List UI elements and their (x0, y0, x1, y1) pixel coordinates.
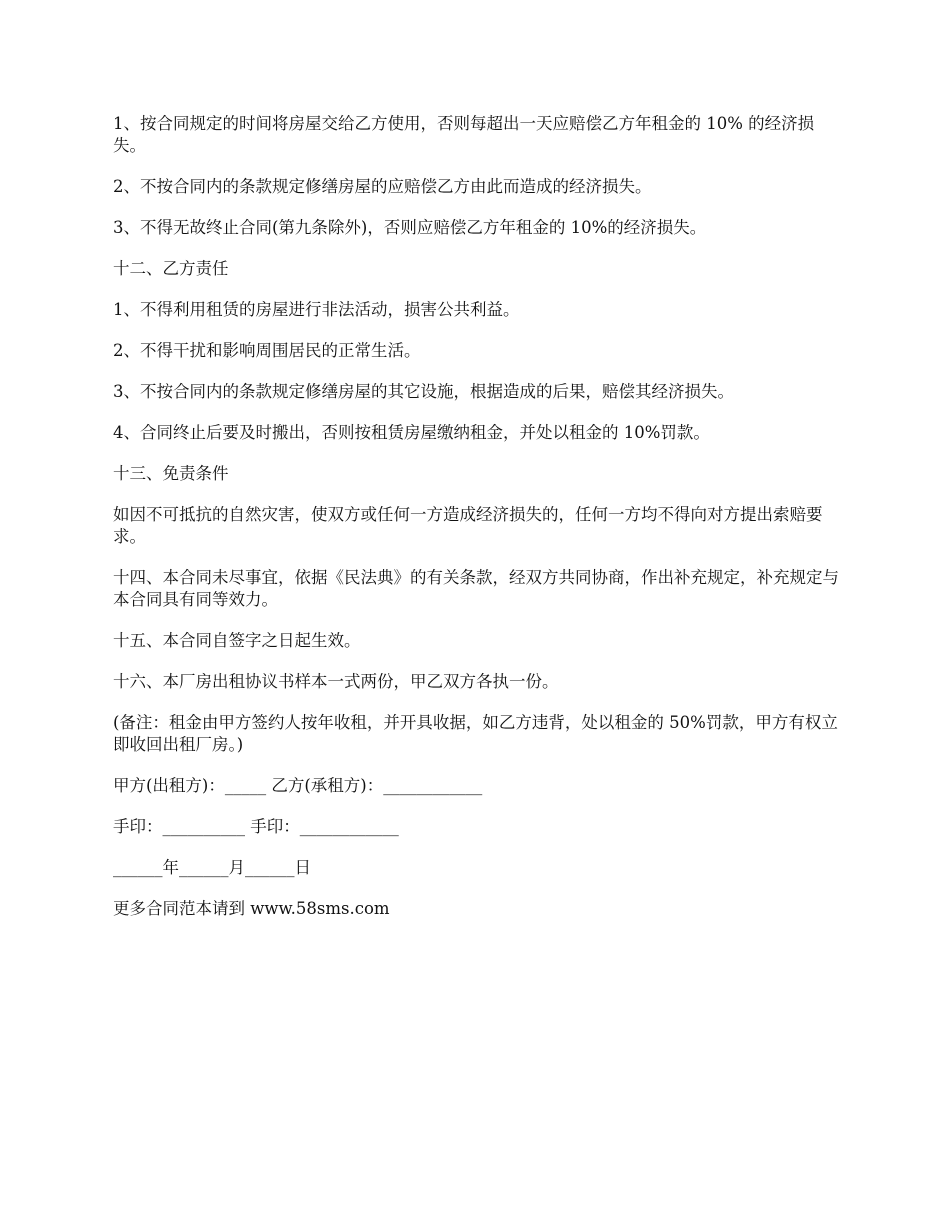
clause-12-item-1: 1、不得利用租赁的房屋进行非法活动，损害公共利益。 (113, 300, 520, 319)
footer-more-templates: 更多合同范本请到 www.58sms.com (113, 899, 390, 918)
date-line: ______年______月______日 (113, 858, 311, 877)
clause-13-text: 如因不可抵抗的自然灾害，使双方或任何一方造成经济损失的，任何一方均不得向对方提出索赔要求。 (113, 505, 823, 546)
section-heading-13: 十三、免责条件 (113, 464, 229, 483)
clause-11-item-3: 3、不得无故终止合同(第九条除外)，否则应赔偿乙方年租金的 10%的经济损失。 (113, 218, 707, 237)
clause-12-item-2: 2、不得干扰和影响周围居民的正常生活。 (113, 341, 421, 360)
clause-16-text: 十六、本厂房出租协议书样本一式两份，甲乙双方各执一份。 (113, 672, 559, 691)
clause-11-item-2: 2、不按合同内的条款规定修缮房屋的应赔偿乙方由此而造成的经济损失。 (113, 177, 652, 196)
remark-note: (备注：租金由甲方签约人按年收租，并开具收据，如乙方违背，处以租金的 50%罚款，甲方有权立即收回出租厂房。) (113, 713, 838, 754)
signature-parties-line: 甲方(出租方)：_____ 乙方(承租方)：____________ (113, 776, 483, 795)
clause-14-text: 十四、本合同未尽事宜，依据《民法典》的有关条款，经双方共同协商，作出补充规定，补充规定与本合同具有同等效力。 (113, 568, 839, 609)
document-page (113, 113, 841, 939)
clause-15-text: 十五、本合同自签字之日起生效。 (113, 631, 361, 650)
section-heading-12: 十二、乙方责任 (113, 259, 229, 278)
clause-11-item-1: 1、按合同规定的时间将房屋交给乙方使用，否则每超出一天应赔偿乙方年租金的 10% 的经济损失。 (113, 114, 815, 155)
clause-12-item-3: 3、不按合同内的条款规定修缮房屋的其它设施，根据造成的后果，赔偿其经济损失。 (113, 382, 734, 401)
fingerprint-line: 手印：__________ 手印：____________ (113, 817, 399, 836)
clause-12-item-4: 4、合同终止后要及时搬出，否则按租赁房屋缴纳租金，并处以租金的 10%罚款。 (113, 423, 710, 442)
